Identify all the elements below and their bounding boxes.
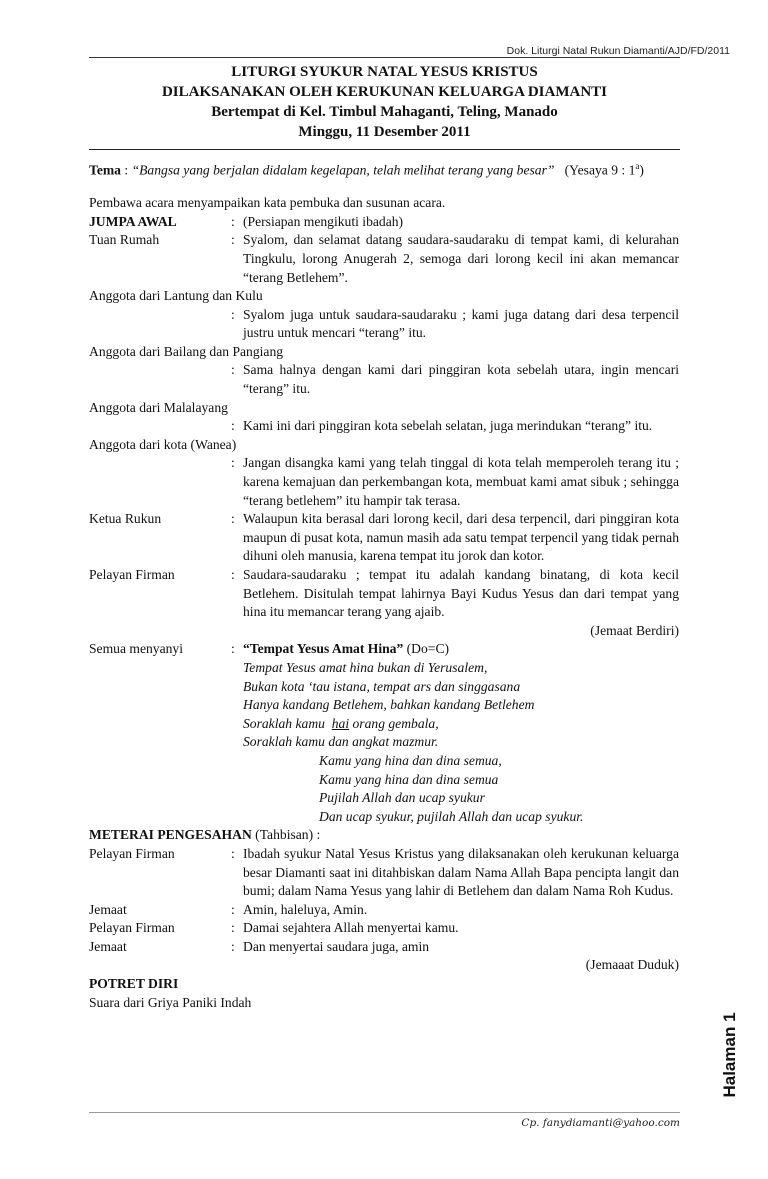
title-line-3: Bertempat di Kel. Timbul Mahaganti, Teling, Manado <box>211 104 558 120</box>
lantung-text: Syalom juga untuk saudara-saudaraku ; kami juga datang dari desa terpencil justru untuk mencari “terang” itu. <box>243 306 679 341</box>
jemaat-text-1: Amin, haleluya, Amin. <box>243 901 368 917</box>
wanea-row: : Jangan disangka kami yang telah tinggal di kota telah memperoleh terang itu ; karena kemajuan dan perkembangan kota, membuat kami amat sibuk ; sehingga “terang betlehem” itu hampir tak terasa. <box>89 454 679 510</box>
song-verse-3: Hanya kandang Betlehem, bahkan kandang Betlehem <box>243 697 535 713</box>
tema-ref-sup: a <box>635 161 640 171</box>
intro-text: Pembawa acara menyampaikan kata pembuka dan susunan acara. <box>89 195 446 211</box>
bailang-text: Sama halnya dengan kami dari pinggiran kota sebelah utara, ingin mencari “terang” itu. <box>243 362 679 397</box>
tema-sep: : <box>120 162 132 178</box>
footer-email: Cp. fanydiamanti@yahoo.com <box>521 1117 680 1129</box>
tema-line <box>89 157 679 180</box>
jemaat-label-1: Jemaat <box>89 901 127 917</box>
malalayang-label: Anggota dari Malalayang <box>89 399 228 415</box>
song-verse-2: Bukan kota ‘tau istana, tempat ars dan singgasana <box>243 678 521 694</box>
song-title: “Tempat Yesus Amat Hina” <box>243 641 404 657</box>
song-verse-4: Soraklah kamu hai orang gembala, <box>243 715 439 731</box>
tema-ref-end: ) <box>639 162 644 178</box>
jemaat-text-2: Dan menyertai saudara juga, amin <box>243 938 430 954</box>
song-chorus-4: Dan ucap syukur, pujilah Allah dan ucap syukur. <box>319 808 584 824</box>
meterai-text: (Tahbisan) : <box>251 827 321 843</box>
lantung-label: Anggota dari Lantung dan Kulu <box>89 288 263 304</box>
bailang-label: Anggota dari Bailang dan Pangiang <box>89 343 284 359</box>
pelayan-firman-text-3: Damai sejahtera Allah menyertai kamu. <box>243 920 459 936</box>
jemaat-row-1: Jemaat : Amin, haleluya, Amin. <box>89 901 679 920</box>
ketua-rukun-row: Ketua Rukun : Walaupun kita berasal dari lorong kecil, dari desa terpencil, dari pinggiran kota maupun di pusat kota, namun masih ada satu tempat terpencil yang tidak pernah dihuni oleh manusia, karena tempat itu jorok dan kotor. <box>89 510 679 566</box>
jumpa-awal-label: JUMPA AWAL <box>89 213 177 229</box>
header-rule <box>89 57 680 58</box>
malalayang-row: : Kami ini dari pinggiran kota sebelah selatan, juga merindukan “terang” itu. <box>89 417 679 436</box>
jemaat-label-2: Jemaat <box>89 938 127 954</box>
wanea-text: Jangan disangka kami yang telah tinggal di kota telah memperoleh terang itu ; karena kemajuan dan perkembangan kota, membuat kami amat sibuk ; sehingga “terang betlehem” itu hampir tak terasa. <box>243 455 679 508</box>
title-rule <box>89 149 680 150</box>
potret-diri-text: Suara dari Griya Paniki Indah <box>89 994 252 1010</box>
jemaat-berdiri-note: (Jemaat Berdiri) <box>590 622 679 638</box>
pelayan-firman-row-1: Pelayan Firman : Saudara-saudaraku ; tempat itu adalah kandang binatang, di kota kecil Betlehem. Disitulah tempat lahirnya Bayi Kudus Yesus dan dari tempat yang hina itu memancar terang yang ajaib. <box>89 566 679 622</box>
jumpa-awal-text: (Persiapan mengikuti ibadah) <box>243 213 404 229</box>
jemaat-duduk-note: (Jemaaat Duduk) <box>585 957 679 973</box>
pelayan-firman-row-3: Pelayan Firman : Damai sejahtera Allah menyertai kamu. <box>89 919 679 938</box>
ketua-rukun-label: Ketua Rukun <box>89 511 162 527</box>
ketua-rukun-text: Walaupun kita berasal dari lorong kecil, dari desa terpencil, dari pinggiran kota maupun di pusat kota, namun masih ada satu tempat terpencil yang tidak pernah dihuni oleh manusia, karena tempat itu jorok dan kotor. <box>243 511 680 564</box>
liturgy-body <box>89 157 679 1012</box>
pelayan-firman-label-1: Pelayan Firman <box>89 567 175 582</box>
song-chorus-3: Pujilah Allah dan ucap syukur <box>319 790 485 806</box>
potret-diri-heading: POTRET DIRI <box>89 976 179 992</box>
jemaat-row-2: Jemaat : Dan menyertai saudara juga, amin <box>89 938 679 957</box>
tuan-rumah-label: Tuan Rumah <box>89 232 160 248</box>
document-id: Dok. Liturgi Natal Rukun Diamanti/AJD/FD/2011 <box>506 45 730 57</box>
jumpa-awal-row: JUMPA AWAL : (Persiapan mengikuti ibadah) <box>89 213 679 232</box>
tuan-rumah-row: Tuan Rumah : Syalom, dan selamat datang saudara-saudaraku di tempat kami, di kelurahan Tingkulu, lorong Anugerah 2, semoga dari lorong kecil ini akan memancar “terang Betlehem”. <box>89 231 679 287</box>
meterai-line <box>89 826 679 845</box>
song-chorus-1: Kamu yang hina dan dina semua, <box>319 752 502 768</box>
song-label: Semua menyanyi <box>89 641 184 657</box>
lantung-row: : Syalom juga untuk saudara-saudaraku ; kami juga datang dari desa terpencil justru untuk mencari “terang” itu. <box>89 306 679 343</box>
title-line-1: LITURGI SYUKUR NATAL YESUS KRISTUS <box>231 64 538 80</box>
meterai-label: METERAI PENGESAHAN <box>89 827 252 843</box>
document-header <box>89 62 680 142</box>
tema-quote: “Bangsa yang berjalan didalam kegelapan, telah melihat terang yang besar” <box>131 162 555 178</box>
page-number-label: Halaman 1 <box>720 1012 739 1098</box>
title-line-2: DILAKSANAKAN OLEH KERUKUNAN KELUARGA DIAMANTI <box>161 84 608 100</box>
tema-label: Tema <box>89 162 121 178</box>
pelayan-firman-text-2: Ibadah syukur Natal Yesus Kristus yang dilaksanakan oleh kerukunan keluarga besar Diamanti saat ini ditahbiskan dalam Nama Allah Bapa pencipta langit dan bumi; dalam Nama Yesus yang lahir di Betlehem dan dalam Nama Roh Kudus. <box>243 845 679 899</box>
tuan-rumah-text: Syalom, dan selamat datang saudara-saudaraku di tempat kami, di kelurahan Tingkulu, lorong Anugerah 2, semoga dari lorong kecil ini akan memancar “terang Betlehem”. <box>243 232 679 285</box>
bailang-row: : Sama halnya dengan kami dari pinggiran kota sebelah utara, ingin mencari “terang” itu. <box>89 361 679 398</box>
song-key: (Do=C) <box>403 641 450 657</box>
song-chorus-2: Kamu yang hina dan dina semua <box>319 771 499 787</box>
title-line-4: Minggu, 11 Desember 2011 <box>298 124 471 140</box>
song-verse-5: Soraklah kamu dan angkat mazmur. <box>243 734 439 750</box>
song-verse-1: Tempat Yesus amat hina bukan di Yerusalem, <box>243 659 488 675</box>
pelayan-firman-label-3: Pelayan Firman <box>89 920 175 936</box>
pelayan-firman-label-2: Pelayan Firman <box>89 845 175 861</box>
song-row: Semua menyanyi : “Tempat Yesus Amat Hina” (Do=C) Tempat Yesus amat hina bukan di Yerusalem, Bukan kota ‘tau istana, tempat ars dan singgasana Hanya kandang Betlehem, bahkan kandang Betlehem Soraklah kamu hai orang gembala, Soraklah kamu dan angkat mazmur. Kamu yang hina dan dina semua, Kamu yang hina dan dina semua Pujilah Allah dan ucap syukur Dan ucap syukur, pujilah Allah dan ucap syukur. <box>89 640 679 826</box>
pelayan-firman-row-2: Pelayan Firman : Ibadah syukur Natal Yesus Kristus yang dilaksanakan oleh kerukunan keluarga besar Diamanti saat ini ditahbiskan dalam Nama Allah Bapa pencipta langit dan bumi; dalam Nama Yesus yang lahir di Betlehem dan dalam Nama Roh Kudus. <box>89 845 679 901</box>
tema-ref: (Yesaya 9 : 1 <box>564 162 636 178</box>
footer-rule <box>89 1112 680 1113</box>
pelayan-firman-text-1: Saudara-saudaraku ; tempat itu adalah kandang binatang, di kota kecil Betlehem. Disitulah tempat lahirnya Bayi Kudus Yesus dan dari tempat yang hina itu memancar terang yang ajaib. <box>243 567 679 620</box>
wanea-label: Anggota dari kota (Wanea) <box>89 436 237 452</box>
malalayang-text: Kami ini dari pinggiran kota sebelah selatan, juga merindukan “terang” itu. <box>243 418 653 434</box>
